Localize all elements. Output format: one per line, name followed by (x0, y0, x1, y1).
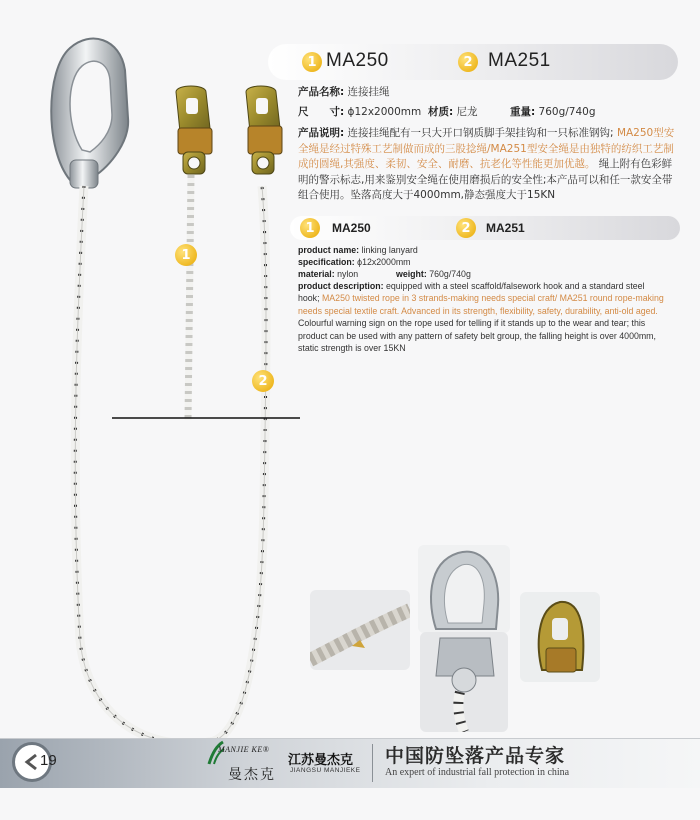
arrow-left-icon (22, 752, 42, 772)
cn-material-row (428, 104, 478, 120)
en-name-value: linking lanyard (361, 245, 418, 255)
cn-desc-label: 产品说明: (298, 127, 345, 139)
model2-title: MA251 (488, 50, 551, 71)
en-weight-row (396, 268, 471, 280)
cn-size-row (298, 104, 421, 120)
en-description (298, 280, 668, 354)
brand-name-en: MANJIE KE® (218, 745, 270, 754)
en-name-row (298, 244, 418, 256)
footer-divider (372, 744, 373, 782)
cn-name-value: 连接挂绳 (347, 86, 390, 98)
en-model2-number-icon: 2 (456, 218, 476, 238)
cn-size-label: 尺 寸: (298, 106, 345, 118)
slogan-cn: 中国防坠落产品专家 (385, 745, 566, 767)
model1-number-icon: 1 (302, 52, 322, 72)
en-desc-part2: MA250 twisted rope in 3 strands-making needs special craft/ MA251 round rope-making needs special textile craft. Advanced in its strength, flexibility, safety, durability, anti-old aged. (298, 293, 664, 316)
callout-1: 1 (175, 244, 197, 266)
en-desc-label: product description: (298, 281, 384, 291)
cn-description (298, 126, 676, 204)
en-desc-part3: Colourful warning sign on the rope used for telling if it stands up to the wear and tear; this product can be used with any pattern of safety belt group, the falling height is over 4000mm, static strength is over 15KN (298, 318, 656, 354)
company-name-cn: 江苏曼杰克 (288, 753, 354, 768)
cn-weight-value: 760g/740g (538, 106, 596, 118)
model2-number-icon: 2 (458, 52, 478, 72)
en-model1-number-icon: 1 (300, 218, 320, 238)
cn-weight-label: 重量: (510, 106, 536, 118)
scaffold-hook-icon (51, 39, 128, 188)
round-rope (75, 186, 266, 744)
cn-material-label: 材质: (428, 106, 454, 118)
page-number: 19 (40, 752, 57, 769)
registered-mark: ® (262, 745, 270, 754)
en-model1-title: MA250 (332, 221, 371, 235)
cn-name-row (298, 84, 390, 100)
cn-name-label: 产品名称: (298, 86, 345, 98)
en-spec-value: ϕ12x2000mm (357, 257, 411, 267)
scaffold-hook-photo (418, 545, 510, 633)
en-material-row (298, 268, 358, 280)
en-material-label: material: (298, 269, 335, 279)
en-material-value: nylon (337, 269, 359, 279)
cn-desc-part3: 绳上附有色彩鲜明的警示标志,用来鉴别安全绳在使用磨损后的安全性;本产品可以和任一款安全带组合使用。坠落高度大于4000mm,静态强度大于15KN (298, 158, 673, 201)
twisted-rope-photo (310, 590, 410, 670)
callout-2: 2 (252, 370, 274, 392)
model1-title: MA250 (326, 50, 389, 71)
hook-rope-photo (420, 632, 508, 732)
cn-material-value: 尼龙 (456, 106, 478, 118)
en-name-label: product name: (298, 245, 360, 255)
en-model2-title: MA251 (486, 221, 525, 235)
snap-hook-photo (520, 592, 600, 682)
en-desc-part1: equipped with a steel scaffold/falsework hook and a standard steel hook; (298, 281, 645, 304)
cn-desc-part1: 连接挂绳配有一只大开口钢质脚手架挂钩和一只标准钢钩; (347, 127, 614, 139)
company-name-en: JIANGSU MANJIEKE (290, 767, 361, 774)
snap-hook-1-icon (176, 86, 212, 174)
en-weight-label: weight: (396, 269, 427, 279)
slogan-en: An expert of industrial fall protection in china (385, 767, 570, 778)
cn-weight-row (510, 104, 596, 120)
cn-desc-part2: MA250型安全绳是经过特殊工艺制做而成的三股捻绳/MA251型安全绳是由独特的纺织工艺制成的圆绳,其强度、柔韧、安全、耐磨、抗老化等性能更加优越。 (298, 127, 675, 170)
brand-name-cn: 曼杰克 (228, 767, 276, 783)
en-spec-row (298, 256, 411, 268)
snap-hook-2-icon (246, 86, 282, 174)
cn-size-value: ϕ12x2000mm (347, 106, 422, 118)
en-spec-label: specification: (298, 257, 355, 267)
en-weight-value: 760g/740g (429, 269, 471, 279)
